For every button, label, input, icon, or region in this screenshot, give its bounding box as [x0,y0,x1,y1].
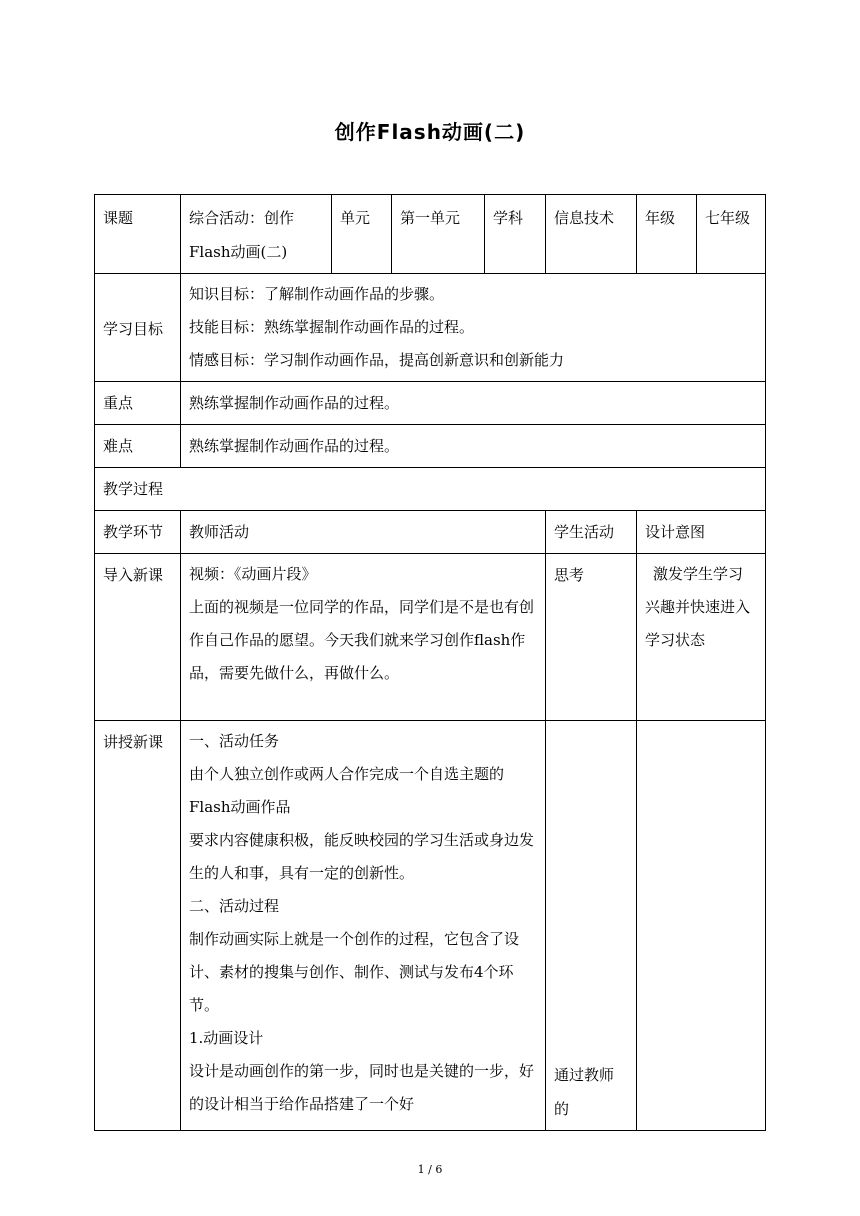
lecture-line: 要求内容健康积极，能反映校园的学习生活或身边发生的人和事，具有一定的创新性。 [189,831,535,882]
key-point-text: 熟练掌握制作动画作品的过程。 [181,382,766,425]
intro-row [95,554,766,721]
intro-intent: 激发学生学习兴趣并快速进入学习状态 [637,554,766,721]
page-number: 1 / 6 [417,1163,443,1176]
process-header-row [95,511,766,554]
lecture-teacher [181,721,546,1131]
unit-label: 单元 [332,195,392,274]
unit-value: 第一单元 [392,195,485,274]
lecture-line: 由个人独立创作或两人合作完成一个自选主题的Flash动画作品 [189,765,505,816]
objectives-label: 学习目标 [95,274,181,382]
objectives-row [95,274,766,382]
process-title-row [95,468,766,511]
lecture-intent [637,721,766,1131]
intro-video: 视频：《动画片段》 [189,565,317,583]
objectives-content [181,274,766,382]
subject-label: 学科 [485,195,546,274]
intro-stage: 导入新课 [95,554,181,721]
lecture-student: 通过教师的 [546,721,637,1131]
objective-knowledge: 知识目标：了解制作动画作品的步骤。 [189,285,445,303]
lecture-line: 1.动画设计 [189,1029,264,1047]
lecture-line: 二、活动过程 [189,897,280,915]
intro-text: 上面的视频是一位同学的作品，同学们是不是也有创作自己作品的愿望。今天我们就来学习创作flash作品，需要先做什么，再做什么。 [189,598,535,682]
lecture-line: 制作动画实际上就是一个创作的过程，它包含了设计、素材的搜集与创作、制作、测试与发布4个环节。 [189,930,520,1014]
col-student: 学生活动 [546,511,637,554]
lecture-stage: 讲授新课 [95,721,181,1131]
col-stage: 教学环节 [95,511,181,554]
lecture-line: 一、活动任务 [189,732,280,750]
lecture-row [95,721,766,1131]
difficulty-text: 熟练掌握制作动画作品的过程。 [181,425,766,468]
topic-value: 综合活动：创作Flash动画(二) [181,195,332,274]
difficulty-row [95,425,766,468]
key-point-label: 重点 [95,382,181,425]
grade-value: 七年级 [697,195,766,274]
objective-emotion: 情感目标：学习制作动画作品，提高创新意识和创新能力 [189,351,565,369]
grade-label: 年级 [637,195,697,274]
subject-value: 信息技术 [546,195,637,274]
key-point-row [95,382,766,425]
intro-teacher [181,554,546,721]
intro-student: 思考 [546,554,637,721]
topic-label: 课题 [95,195,181,274]
lesson-plan-table [94,194,766,1131]
col-intent: 设计意图 [637,511,766,554]
document-title: 创作Flash动画(二) [334,120,526,144]
header-row [95,195,766,274]
difficulty-label: 难点 [95,425,181,468]
objective-skill: 技能目标：熟练掌握制作动画作品的过程。 [189,318,475,336]
col-teacher: 教师活动 [181,511,546,554]
process-title: 教学过程 [95,468,766,511]
lecture-line: 设计是动画创作的第一步，同时也是关键的一步，好的设计相当于给作品搭建了一个好 [189,1062,535,1113]
